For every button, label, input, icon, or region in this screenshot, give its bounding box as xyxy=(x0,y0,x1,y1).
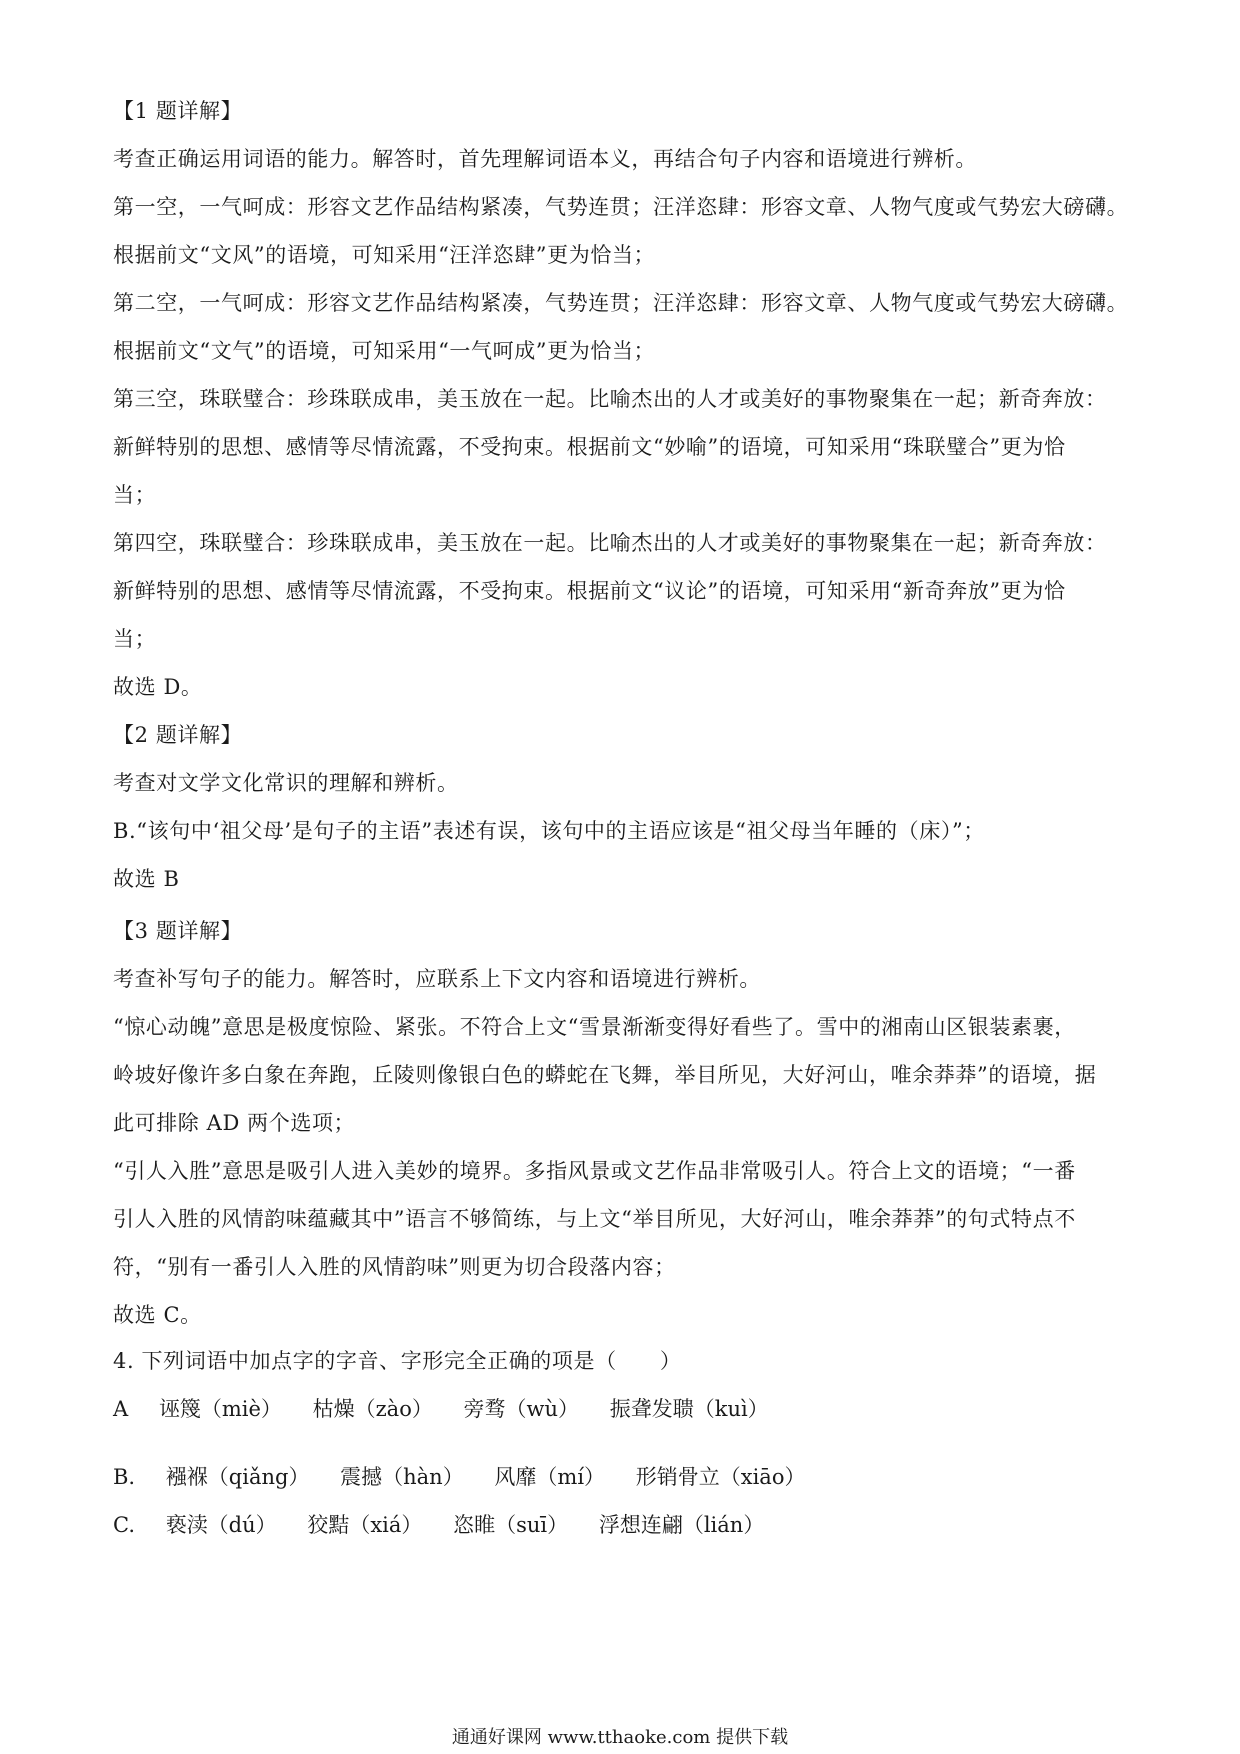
option-label: B. xyxy=(113,1465,136,1489)
q1-line-8: 当； xyxy=(113,483,157,507)
option-label: C. xyxy=(113,1513,135,1537)
q3-line-4: 此可排除 AD 两个选项； xyxy=(113,1111,356,1135)
q2-line-2: B.“该句中‘祖父母’是句子的主语”表述有误，该句中的主语应该是“祖父母当年睡的（床）”； xyxy=(113,819,985,843)
option-word: 浮想连翩（lián） xyxy=(598,1513,765,1537)
option-word: 枯燥（zào） xyxy=(312,1397,433,1421)
q4-option-c xyxy=(113,1510,788,1540)
q1-line-6: 第三空，珠联璧合：珍珠联成串，美玉放在一起。比喻杰出的人才或美好的事物聚集在一起；新奇奔放： xyxy=(113,387,1107,411)
q3-line-1: 考查补写句子的能力。解答时，应联系上下文内容和语境进行辨析。 xyxy=(113,967,761,991)
q3-answer: 故选 C。 xyxy=(113,1303,202,1327)
option-word: 襁褓（qiǎng） xyxy=(165,1465,310,1489)
q2-line-1: 考查对文学文化常识的理解和辨析。 xyxy=(113,771,459,795)
q4-option-a xyxy=(113,1394,793,1424)
q3-line-3: 岭坡好像许多白象在奔跑，丘陵则像银白色的蟒蛇在飞舞，举目所见，大好河山，唯余莽莽”的语境，据 xyxy=(113,1063,1097,1087)
option-word: 旁骛（wù） xyxy=(463,1397,580,1421)
option-word: 狡黠（xiá） xyxy=(307,1513,423,1537)
q1-line-9: 第四空，珠联璧合：珍珠联成串，美玉放在一起。比喻杰出的人才或美好的事物聚集在一起；新奇奔放： xyxy=(113,531,1107,555)
q1-line-10: 新鲜特别的思想、感情等尽情流露，不受拘束。根据前文“议论”的语境，可知采用“新奇奔放”更为恰 xyxy=(113,579,1066,603)
q3-line-2: “惊心动魄”意思是极度惊险、紧张。不符合上文“雪景渐渐变得好看些了。雪中的湘南山区银装素裹， xyxy=(113,1015,1076,1039)
q4-option-b xyxy=(113,1462,829,1492)
option-word: 振聋发聩（kuì） xyxy=(609,1397,769,1421)
q3-heading: 【3 题详解】 xyxy=(113,919,243,943)
q3-line-5: “引人入胜”意思是吸引人进入美妙的境界。多指风景或文艺作品非常吸引人。符合上文的语境；“一番 xyxy=(113,1159,1076,1183)
q1-line-4: 第二空，一气呵成：形容文艺作品结构紧凑，气势连贯；汪洋恣肆：形容文章、人物气度或气势宏大磅礴。 xyxy=(113,291,1129,315)
q4-stem: 4. 下列词语中加点字的字音、字形完全正确的项是（ ） xyxy=(113,1349,682,1373)
q1-heading: 【1 题详解】 xyxy=(113,99,243,123)
page-footer: 通通好课网 www.tthaoke.com 提供下载 xyxy=(451,1727,789,1748)
option-word: 风靡（mí） xyxy=(494,1465,606,1489)
q3-line-6: 引人入胜的风情韵味蕴藏其中”语言不够简练，与上文“举目所见，大好河山，唯余莽莽”的句式特点不 xyxy=(113,1207,1076,1231)
q1-line-1: 考查正确运用词语的能力。解答时，首先理解词语本义，再结合句子内容和语境进行辨析。 xyxy=(113,147,977,171)
q1-line-3: 根据前文“文风”的语境，可知采用“汪洋恣肆”更为恰当； xyxy=(113,243,656,267)
option-word: 形销骨立（xiāo） xyxy=(635,1465,806,1489)
option-label: A xyxy=(113,1397,129,1421)
option-word: 震撼（hàn） xyxy=(340,1465,464,1489)
q3-line-7: 符，“别有一番引人入胜的风情韵味”则更为切合段落内容； xyxy=(113,1255,676,1279)
option-word: 诬篾（miè） xyxy=(158,1397,282,1421)
q1-line-2: 第一空，一气呵成：形容文艺作品结构紧凑，气势连贯；汪洋恣肆：形容文章、人物气度或气势宏大磅礴。 xyxy=(113,195,1129,219)
option-word: 恣睢（suī） xyxy=(453,1513,569,1537)
q2-heading: 【2 题详解】 xyxy=(113,723,243,747)
q1-line-7: 新鲜特别的思想、感情等尽情流露，不受拘束。根据前文“妙喻”的语境，可知采用“珠联璧合”更为恰 xyxy=(113,435,1066,459)
q1-answer: 故选 D。 xyxy=(113,675,203,699)
option-word: 亵渎（dú） xyxy=(165,1513,277,1537)
q1-line-11: 当； xyxy=(113,627,157,651)
q1-line-5: 根据前文“文气”的语境，可知采用“一气呵成”更为恰当； xyxy=(113,339,656,363)
q2-answer: 故选 B xyxy=(113,867,180,891)
